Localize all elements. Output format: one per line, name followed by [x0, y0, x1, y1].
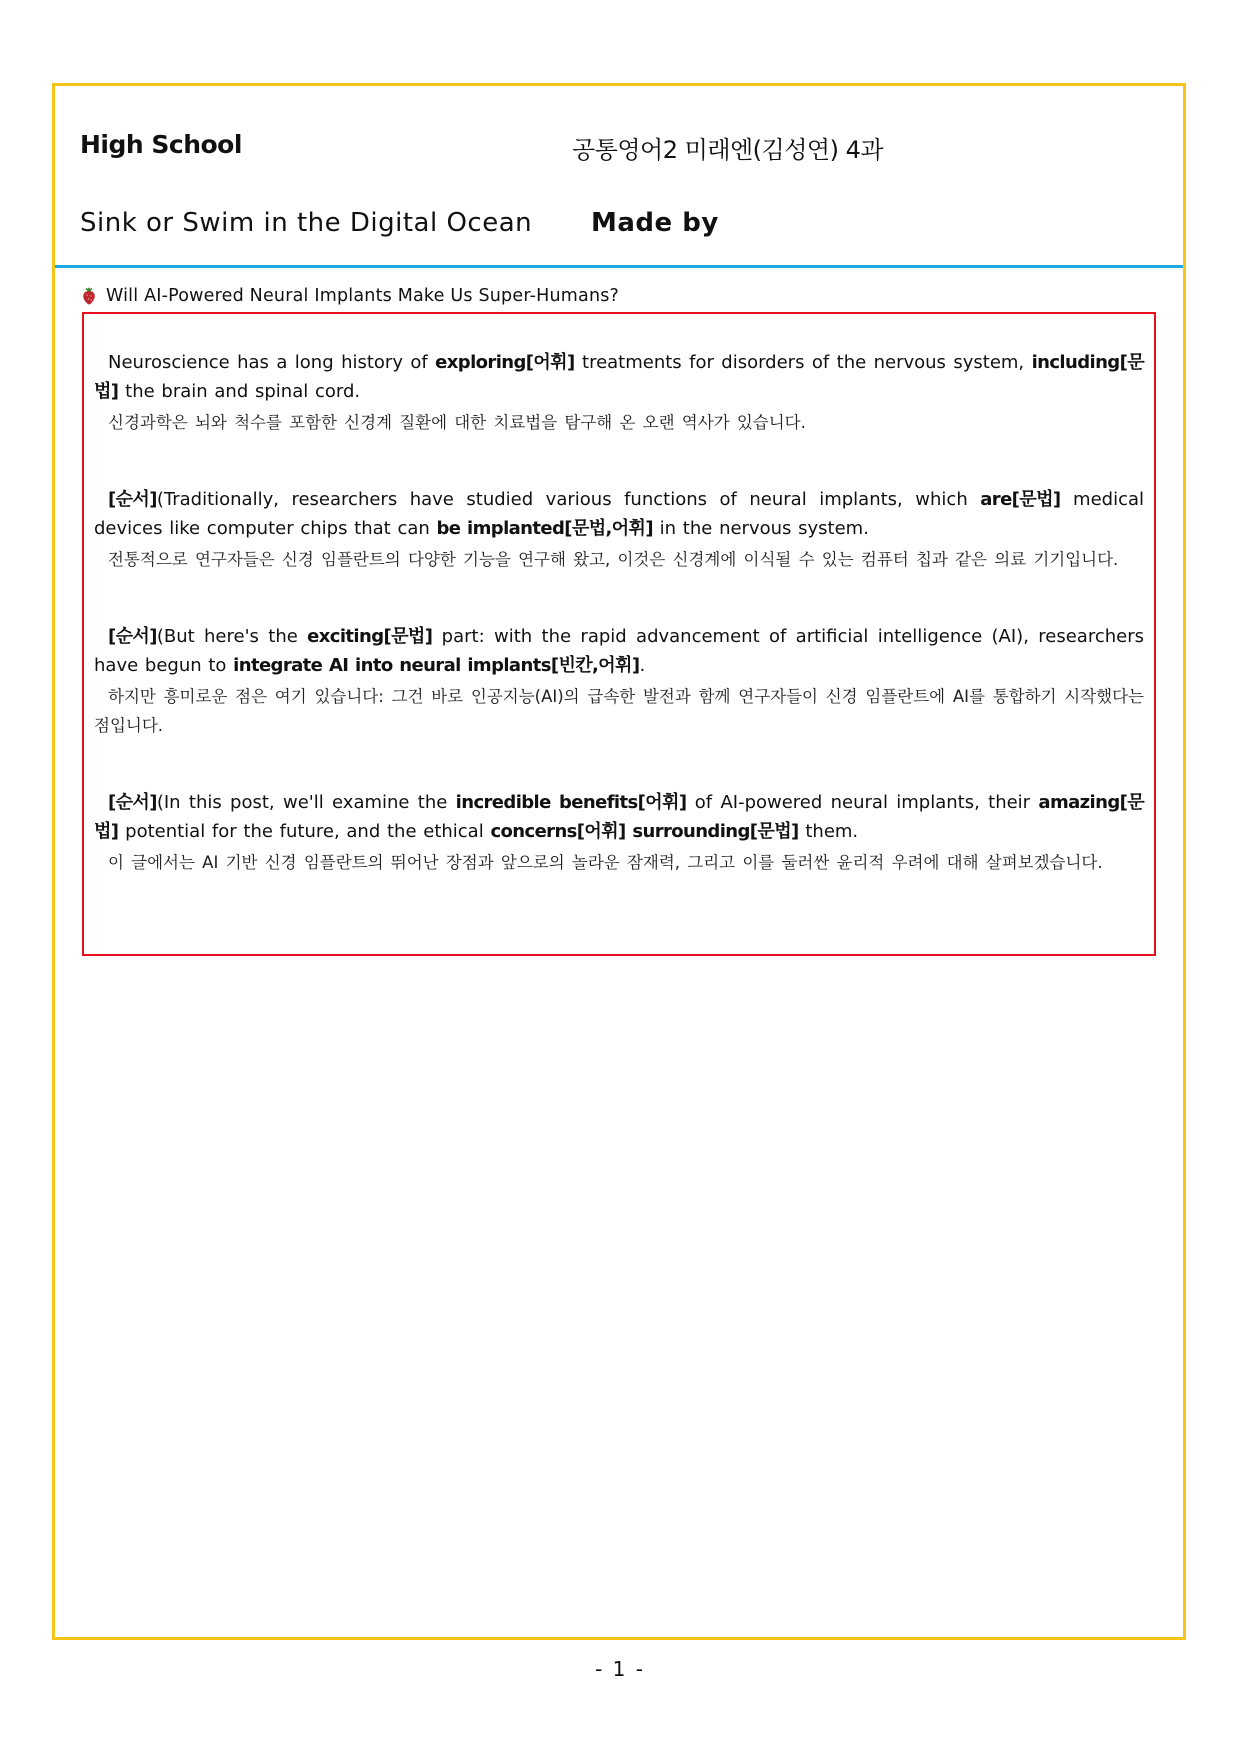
- sentence-text: medical devices like computer chips that can: [94, 489, 1144, 539]
- annotated-term: surrounding[문법]: [632, 821, 799, 842]
- annotated-term: [순서]: [108, 489, 157, 510]
- passage-subtitle: [82, 284, 619, 308]
- korean-translation: 전통적으로 연구자들은 신경 임플란트의 다양한 기능을 연구해 왔고, 이것은 신경계에 이식될 수 있는 컴퓨터 칩과 같은 의료 기기입니다.: [108, 550, 1119, 569]
- korean-translation: 신경과학은 뇌와 척수를 포함한 신경계 질환에 대한 치료법을 탐구해 온 오랜 역사가 있습니다.: [108, 413, 806, 432]
- annotated-term: incredible benefits[어휘]: [455, 792, 687, 813]
- sentence-text: (Traditionally, researchers have studied various functions of neural implants, which: [156, 489, 981, 510]
- sentence-text: treatments for disorders of the nervous system,: [574, 352, 1032, 373]
- english-sentence: [94, 485, 1144, 543]
- annotated-term: amazing[문법]: [94, 792, 1145, 842]
- sentence-text: Neuroscience has a long history of: [108, 352, 436, 373]
- strawberry-icon: [82, 287, 96, 305]
- english-sentence: [94, 622, 1144, 680]
- sentence-text: of AI-powered neural implants, their: [686, 792, 1039, 813]
- sentence-text: them.: [798, 821, 859, 842]
- subtitle-text: Will AI-Powered Neural Implants Make Us Super-Humans?: [106, 286, 620, 306]
- annotated-term: including[문법]: [94, 352, 1144, 402]
- passage-box: [82, 312, 1156, 956]
- korean-translation: 이 글에서는 AI 기반 신경 임플란트의 뛰어난 장점과 앞으로의 놀라운 잠재력, 그리고 이를 둘러싼 윤리적 우려에 대해 살펴보겠습니다.: [108, 853, 1103, 872]
- annotated-term: [순서]: [108, 626, 157, 647]
- annotated-term: [순서]: [108, 792, 157, 813]
- sentence-text: (But here's the: [156, 626, 308, 647]
- sentence-text: the brain and spinal cord.: [118, 381, 361, 402]
- annotated-term: concerns[어휘]: [490, 821, 626, 842]
- passage-paragraph: [94, 485, 1144, 574]
- sentence-text: part: with the rapid advancement of artificial intelligence (AI), researchers have begun to: [94, 626, 1144, 676]
- sentence-text: in the nervous system.: [652, 518, 869, 539]
- english-sentence: [94, 348, 1144, 406]
- lesson-title: Sink or Swim in the Digital Ocean: [80, 208, 533, 238]
- header-divider: [55, 265, 1183, 268]
- made-by-label: Made by: [591, 208, 719, 238]
- page-number: - 1 -: [595, 1657, 645, 1681]
- annotated-term: exciting[문법]: [307, 626, 433, 647]
- korean-translation: 하지만 흥미로운 점은 여기 있습니다: 그건 바로 인공지능(AI)의 급속한 발전과 함께 연구자들이 신경 임플란트에 AI를 통합하기 시작했다는 점입니다.: [94, 687, 1144, 735]
- annotated-term: exploring[어휘]: [435, 352, 575, 373]
- passage-paragraph: [94, 788, 1144, 877]
- passage-paragraph: [94, 622, 1144, 740]
- sentence-text: (In this post, we'll examine the: [156, 792, 456, 813]
- school-level: High School: [80, 130, 242, 159]
- passage-body: [94, 348, 1144, 877]
- sentence-text: potential for the future, and the ethical: [118, 821, 491, 842]
- annotated-term: integrate AI into neural implants[빈칸,어휘]: [233, 655, 640, 676]
- passage-paragraph: [94, 348, 1144, 437]
- english-sentence: [94, 788, 1144, 846]
- header-row-bottom: [80, 208, 1160, 248]
- annotated-term: are[문법]: [980, 489, 1061, 510]
- annotated-term: be implanted[문법,어휘]: [436, 518, 653, 539]
- sentence-text: .: [639, 655, 646, 676]
- course-title: 공통영어2 미래엔(김성연) 4과: [572, 136, 884, 164]
- header-row-top: [80, 130, 1160, 170]
